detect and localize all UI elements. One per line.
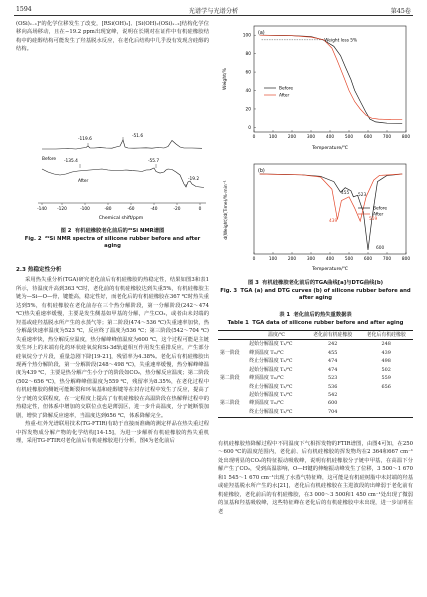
table-cell-label: 峰顶温度 Tₘ/℃ — [249, 349, 284, 356]
table-group-label: 第一阶段 — [220, 349, 240, 356]
dtg-y-label: d(Weight)/d(Time)/%·min⁻¹ — [224, 180, 229, 240]
table1-caption-en-number: Table 1 — [227, 319, 249, 326]
tga-xtick: 300 — [306, 135, 316, 140]
nmr-spectrum-figure — [16, 124, 209, 226]
table-cell-before: 474 — [327, 366, 338, 373]
nmr-xtick: -80 — [104, 207, 112, 212]
table-cell-before: 455 — [327, 349, 338, 356]
dtg-peak-label: 600 — [376, 246, 385, 251]
figure3-caption — [218, 280, 413, 303]
left-top-paragraph — [16, 20, 209, 54]
weight-loss-label: Weight loss 5% — [324, 38, 358, 44]
tga-xtick: 800 — [401, 135, 411, 140]
table-row — [218, 391, 413, 399]
tga-xtick: 0 — [252, 135, 256, 140]
dtg-chart — [218, 160, 413, 278]
table-cell-before: 536 — [327, 383, 338, 390]
table-cell-before: 242 — [327, 341, 338, 348]
tga-xtick: 200 — [287, 135, 297, 140]
table-cell-before: 542 — [327, 391, 338, 398]
table-cell-label: 终止分解温度 T₂/℃ — [249, 358, 293, 365]
page-number: 1594 — [16, 6, 32, 13]
table-cell-after: 559 — [381, 375, 391, 382]
tga-xtick: 600 — [363, 135, 373, 140]
nmr-after-curve — [42, 168, 204, 188]
table-cell-after — [359, 408, 413, 417]
table-header: 老化后有机硅橡胶 — [366, 331, 406, 338]
table-row — [218, 374, 413, 382]
dtg-xtick: 700 — [382, 257, 392, 262]
table-group-label: 第二阶段 — [220, 375, 240, 382]
tga-chart — [218, 20, 413, 158]
tga-y-label: Weight/% — [223, 68, 228, 90]
table-row — [218, 400, 413, 408]
table-row — [218, 366, 413, 374]
dtg-xtick: 400 — [325, 257, 335, 262]
tga-ytick: 0 — [248, 125, 251, 131]
tga-x-label: Temperature/℃ — [312, 146, 348, 151]
table-cell-before: 474 — [327, 358, 338, 365]
figure2-caption-cn: 有机硅橡胶老化前后的²⁹Si NMR谱图 — [74, 228, 165, 234]
dtg-peak-label: 523 — [358, 193, 367, 198]
figure3-caption-cn: 有机硅橡胶老化前后的TGA曲线[a]与DTG曲线(b) — [262, 280, 384, 286]
table-cell-label: 起始分解温度 T₁/℃ — [249, 341, 293, 348]
tga-ytick: 40 — [245, 89, 251, 95]
tga-before-curve — [260, 35, 403, 123]
dtg-peak-label: 455 — [341, 191, 350, 196]
table-cell-after: 248 — [381, 341, 391, 348]
table-header: 温度/℃ — [268, 331, 286, 338]
tga-ytick: 60 — [245, 70, 251, 76]
dtg-legend-before: Before — [373, 206, 388, 212]
dtg-peak-label: 439 — [329, 219, 338, 224]
figure2-caption-number: 图 2 — [60, 228, 72, 234]
table-cell-after: 656 — [381, 383, 391, 390]
left-body — [16, 262, 209, 446]
table-cell-after: 498 — [381, 358, 391, 365]
series-label-after: After — [78, 179, 89, 184]
section-title: 2.3 热稳定性分析 — [16, 267, 62, 273]
peak-label-after-c: -19.2 — [188, 177, 200, 182]
table-row — [218, 357, 413, 365]
nmr-before-curve — [42, 140, 202, 149]
figure3-caption-en-number: Fig. 3 — [220, 287, 238, 294]
figure2-caption-en-number: Fig. 2 — [24, 235, 42, 242]
tga-data-table — [218, 330, 413, 418]
dtg-peak-label: 559 — [369, 217, 378, 222]
table-cell-label: 起始分解温度 T₁/℃ — [249, 366, 293, 373]
peak-label-before-b: -51.6 — [132, 134, 144, 139]
legend-before: Before — [279, 86, 294, 92]
nmr-xtick: -100 — [80, 207, 90, 212]
dtg-xtick: 600 — [363, 257, 373, 262]
body-paragraph: 热重-红外光谱联用技术(TG-FTIR)有助于直接而准确的测定样品在热失重过程中挥发物成分解产物的化学结构[14-15]，为进一步解析有机硅橡胶的热失重机理，采用TG-FTIR对老化前后有机硅橡胶进行分析，图4为老化前后 — [16, 421, 209, 445]
table-row — [218, 383, 413, 391]
table1-caption-cn: 老化前后的热失重数据表 — [293, 312, 352, 318]
body-paragraph: 采用热失重分析(TGA)研究老化前后有机硅橡胶的热稳定性，结果如图3和表1所示，待温度升高到363 ℃时，老化前的有机硅橡胶达到失重5%，有机硅橡胶主链为—Si—O—骨，键能高，稳定性好，而老化后的有机硅橡胶在367 ℃时热失重达到5%，有机硅橡胶在老化前存在三个热分解阶段，第一分解阶段(242～474 ℃)热失重速率缓慢，主要是发生侧基如甲基的分解，产生CO₂，或者由未封端的羟基或硅羟基脱水所产生的水蒸气等；第二阶段(474～536 ℃)失重速率加快，热分解最快速率温度为523 ℃，反应终了温度为536 ℃；第三阶段(542～704 ℃)失重速率快，热分解反应温度，热分解峰峰值温度为600 ℃，这个过程可能是主链发生环上的末端有化的环状硅氧烷和Si-3d轨道相互作用发生重排反应，产生部分硅氧烷分子片段，重量急剧下降[19-21]，残留率为4.38%。老化后有机硅橡胶出现两个热分解阶段，第一分解阶段(248～498 ℃)，失重速率缓慢，热分解峰峰温度为439 ℃，主要是热分解产生小分子的阶段如CO₂，热分解反应温度；第二阶段(502～656 ℃)，热分解峰峰值温度为559 ℃，残留率为8.35%，在老化过程中有机硅橡胶的侧链可能断裂和环氧基和硅醇键等在封存过程中发生了反应，提高了分子链的交联程度，在一定程度上提高了有机硅橡胶在高温阶段在热解释过程中的热稳定性，但体系中增加的交联位点也是薄弱区，进一步升高温度，分子链断裂加剧，增快了降解反应速率，当温度达到656 ℃，体系降解完全。 — [16, 277, 209, 419]
dtg-panel-label: (b) — [258, 169, 265, 174]
nmr-xtick: 0 — [198, 207, 202, 212]
journal-title: 光谱学与光谱分析 — [188, 8, 239, 15]
dtg-xtick: 200 — [287, 257, 297, 262]
nmr-xtick: -20 — [173, 207, 181, 212]
table-cell-after — [359, 391, 413, 399]
volume-label: 第45卷 — [390, 8, 411, 15]
nmr-xtick: -40 — [150, 207, 158, 212]
table-cell-label: 起始分解温度 T₁/℃ — [249, 391, 293, 398]
table-header: 老化前有机硅橡胶 — [313, 331, 353, 338]
table-cell-label: 峰顶温度 Tₘ/℃ — [249, 400, 284, 407]
table-group-label: 第三阶段 — [220, 400, 240, 407]
table-row — [218, 408, 413, 417]
table-cell-after: 439 — [381, 349, 391, 356]
table1-caption-number: 表 1 — [279, 312, 291, 318]
dtg-xtick: 800 — [401, 257, 411, 262]
peak-label-after-b: -55.7 — [148, 159, 160, 164]
tga-xtick: 500 — [344, 135, 354, 140]
table-header — [218, 331, 247, 340]
table1-caption-en: TGA data of silicone rubber before and after aging — [252, 319, 404, 326]
nmr-xtick: -140 — [37, 207, 47, 212]
dtg-legend-after: After — [373, 212, 384, 218]
body-paragraph: 有机硅橡胶热降解过程中不同温度下气相挥发物的FTIR谱图，由图4可知，在250～600 ℃的温度范围内，老化前、后有机硅橡胶的挥发物均在2 364和667 cm⁻¹处出现明显的CO₂的特征振动吸收峰，说明有机硅橡胶分子链中甲基，在高温下分解产生了CO₂，受到高温影响，O—H键的伸缩振动峰发生了位移，3 500～1 670和1 545～1 670 cm⁻¹出现了水蒸气特征峰，这可能是有机硅树脂中未封端的羟基或硅羟基脱水所产生的水[21]，老化后有机硅橡胶在主进波段的出峰弱于老化前有机硅橡胶，老化前后的有机硅橡胶，在3 000～3 500和1 450 cm⁻¹处出现了微弱的氢基和羟基吸收峰，这些特征峰在老化后的有机硅橡胶中未出现，进一步证明在老 — [218, 441, 413, 515]
nmr-xtick: -120 — [57, 207, 67, 212]
tga-panel-label: (a) — [258, 31, 265, 36]
tga-xtick: 100 — [268, 135, 278, 140]
tga-xtick: 400 — [325, 135, 335, 140]
nmr-x-label: Chemical shift/ppm — [98, 216, 144, 221]
table-row — [218, 349, 413, 357]
legend-after: After — [279, 93, 290, 99]
table-cell-after — [359, 400, 413, 408]
peak-label-after-a: -135.4 — [64, 159, 78, 164]
nmr-xtick: -60 — [127, 207, 135, 212]
figure3-caption-en: TGA (a) and DTG curves (b) of silicone rubber before and after aging — [240, 287, 411, 302]
table-cell-before: 704 — [327, 408, 338, 415]
table-cell-label: 峰顶温度 Tₘ/℃ — [249, 375, 284, 382]
paragraph-text: (OSi)ₓ₋₁]²的化学位移发生了改变，[RSi(OH)₂]、[Si(OH)₂(OSi)ₓ₋₂]结构化学位移向高场移动，且在−19.2 ppm出现宽峰，说明在长期对在证件中有机硅橡胶结构中的硅醇结构可能发生了羟基脱水反应，在老化后结构中几乎没有发现含硅醇的结构。 — [16, 21, 209, 53]
table-header-row — [218, 331, 413, 340]
tga-ytick: 20 — [245, 107, 251, 113]
table-cell-before: 523 — [327, 375, 338, 382]
tga-after-curve — [260, 35, 403, 120]
table-cell-before: 600 — [327, 400, 338, 407]
tga-ytick: 100 — [242, 33, 251, 39]
peak-label-before-a: -119.6 — [78, 137, 92, 142]
table-row — [218, 340, 413, 349]
header-rule — [14, 15, 413, 16]
table1-caption — [218, 312, 413, 327]
table-cell-label: 终止分解温度 T₂/℃ — [249, 408, 293, 415]
right-body — [218, 440, 413, 516]
dtg-xtick: 300 — [306, 257, 316, 262]
tga-xtick: 700 — [382, 135, 392, 140]
tga-ytick: 80 — [245, 52, 251, 58]
figure3-caption-number: 图 3 — [247, 280, 259, 286]
dtg-xtick: 100 — [268, 257, 278, 262]
dtg-xtick: 0 — [252, 257, 256, 262]
series-label-before: Before — [42, 157, 57, 162]
figure2-caption-en: ²⁹Si NMR spectra of silicone rubber before and after aging — [44, 235, 201, 250]
table-cell-label: 终止分解温度 T₂/℃ — [249, 383, 293, 390]
dtg-x-label: Temperature/℃ — [312, 267, 348, 272]
table-cell-after: 502 — [381, 366, 391, 373]
figure2-caption — [16, 228, 209, 251]
dtg-xtick: 500 — [344, 257, 354, 262]
